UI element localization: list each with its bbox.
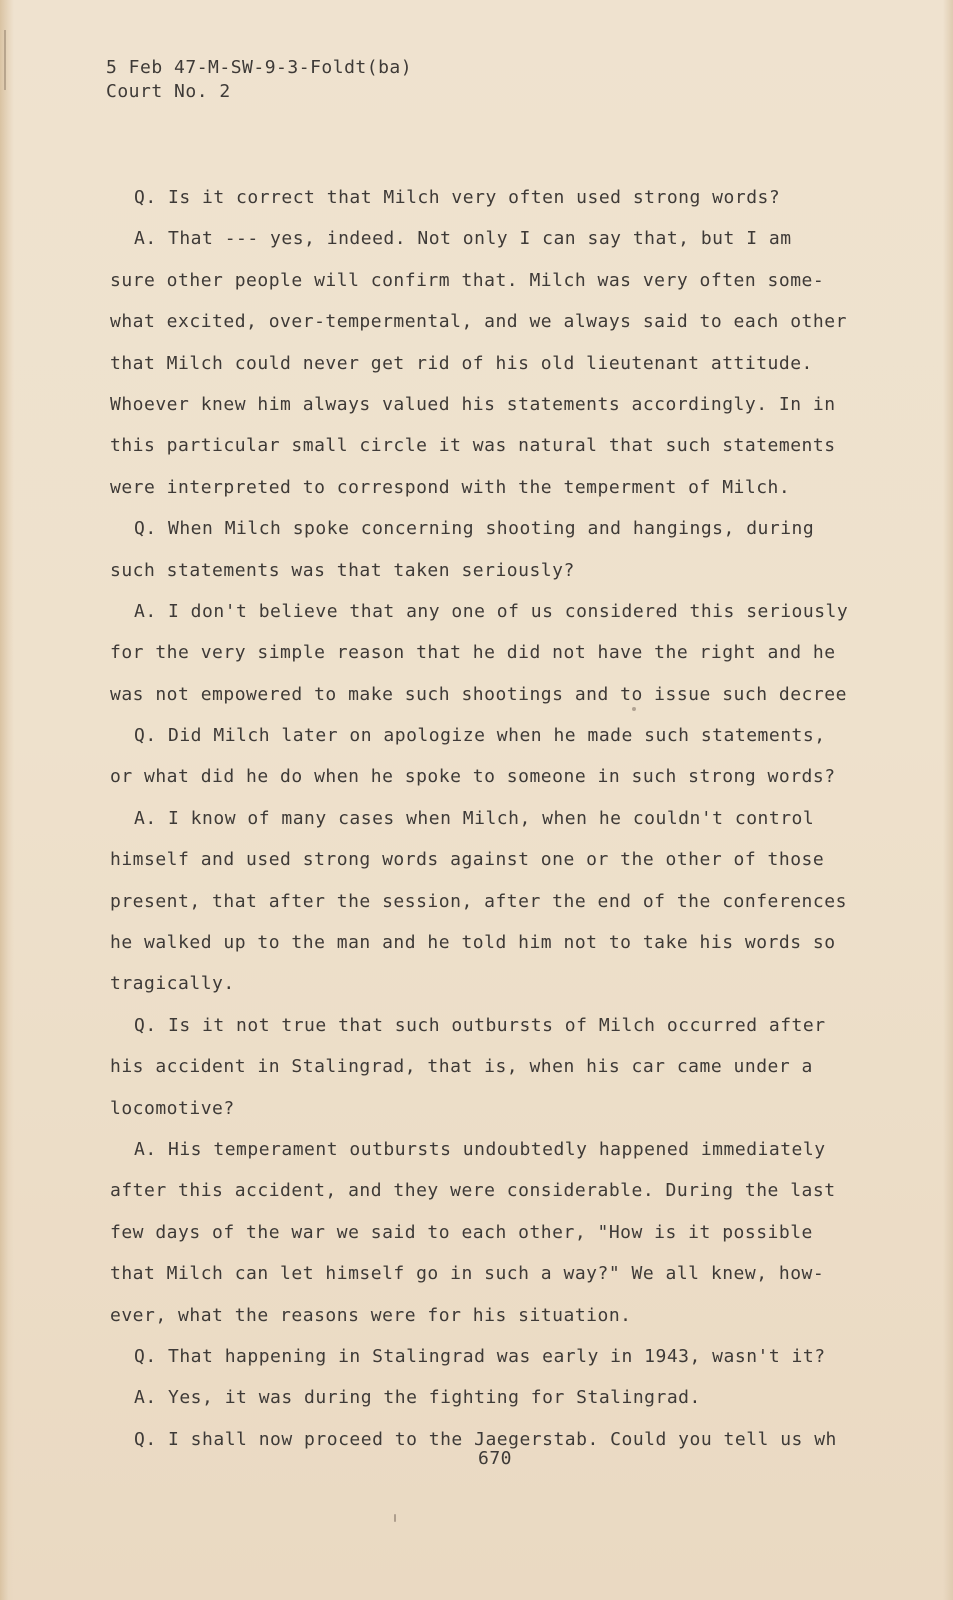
transcript-line: Whoever knew him always valued his statements accordingly. In in	[110, 393, 836, 415]
transcript-line: ever, what the reasons were for his situation.	[110, 1304, 632, 1326]
transcript-line: what excited, over-tempermental, and we always said to each other	[110, 311, 847, 333]
document-header	[106, 56, 412, 104]
transcript-line: A. I know of many cases when Milch, when he couldn't control	[134, 807, 815, 829]
transcript-line: Q. Is it correct that Milch very often used strong words?	[134, 187, 781, 208]
transcript-line: that Milch could never get rid of his old lieutenant attitude.	[110, 352, 813, 374]
transcript-line: sure other people will confirm that. Milch was very often some-	[110, 269, 825, 291]
transcript-line: his accident in Stalingrad, that is, when his car came under a	[110, 1056, 813, 1078]
transcript-line: tragically.	[110, 973, 235, 995]
transcript-line: present, that after the session, after the end of the conferences	[110, 890, 847, 912]
transcript-body	[110, 177, 915, 1460]
transcript-line: was not empowered to make such shootings and to issue such decree	[110, 683, 847, 705]
transcript-line: after this accident, and they were considerable. During the last	[110, 1180, 836, 1202]
header-reference: 5 Feb 47-M-SW-9-3-Foldt(ba)	[106, 57, 413, 78]
transcript-line: Q. Did Milch later on apologize when he made such statements,	[134, 725, 826, 747]
transcript-line: or what did he do when he spoke to someone in such strong words?	[110, 766, 836, 788]
transcript-line: were interpreted to correspond with the temperment of Milch.	[110, 476, 791, 498]
transcript-line: that Milch can let himself go in such a way?" We all knew, how-	[110, 1263, 825, 1285]
transcript-line: A. That --- yes, indeed. Not only I can say that, but I am	[134, 228, 792, 250]
transcript-line: Q. Is it not true that such outbursts of Milch occurred after	[134, 1014, 826, 1036]
transcript-line: Q. When Milch spoke concerning shooting and hangings, during	[134, 518, 815, 540]
header-court: Court No. 2	[106, 81, 231, 102]
transcript-line: this particular small circle it was natural that such statements	[110, 435, 836, 457]
transcript-line: Q. I shall now proceed to the Jaegerstab. Could you tell us wh	[134, 1428, 837, 1450]
transcript-line: he walked up to the man and he told him not to take his words so	[110, 932, 836, 954]
paper-speck	[632, 707, 636, 711]
transcript-line: himself and used strong words against one or the other of those	[110, 849, 825, 871]
transcript-line: A. His temperament outbursts undoubtedly happened immediately	[134, 1138, 826, 1160]
transcript-line: few days of the war we said to each other, "How is it possible	[110, 1221, 813, 1243]
transcript-line: such statements was that taken seriously?	[110, 559, 575, 581]
transcript-line: Q. That happening in Stalingrad was early in 1943, wasn't it?	[134, 1345, 826, 1367]
page-edge-mark	[4, 30, 6, 90]
transcript-line: A. I don't believe that any one of us considered this seriously	[134, 600, 849, 622]
transcript-line: locomotive?	[110, 1097, 235, 1119]
paper-speck	[394, 1514, 396, 1522]
transcript-line: A. Yes, it was during the fighting for Stalingrad.	[134, 1387, 701, 1409]
transcript-line: for the very simple reason that he did not have the right and he	[110, 642, 836, 664]
page-number: 670	[478, 1448, 513, 1469]
